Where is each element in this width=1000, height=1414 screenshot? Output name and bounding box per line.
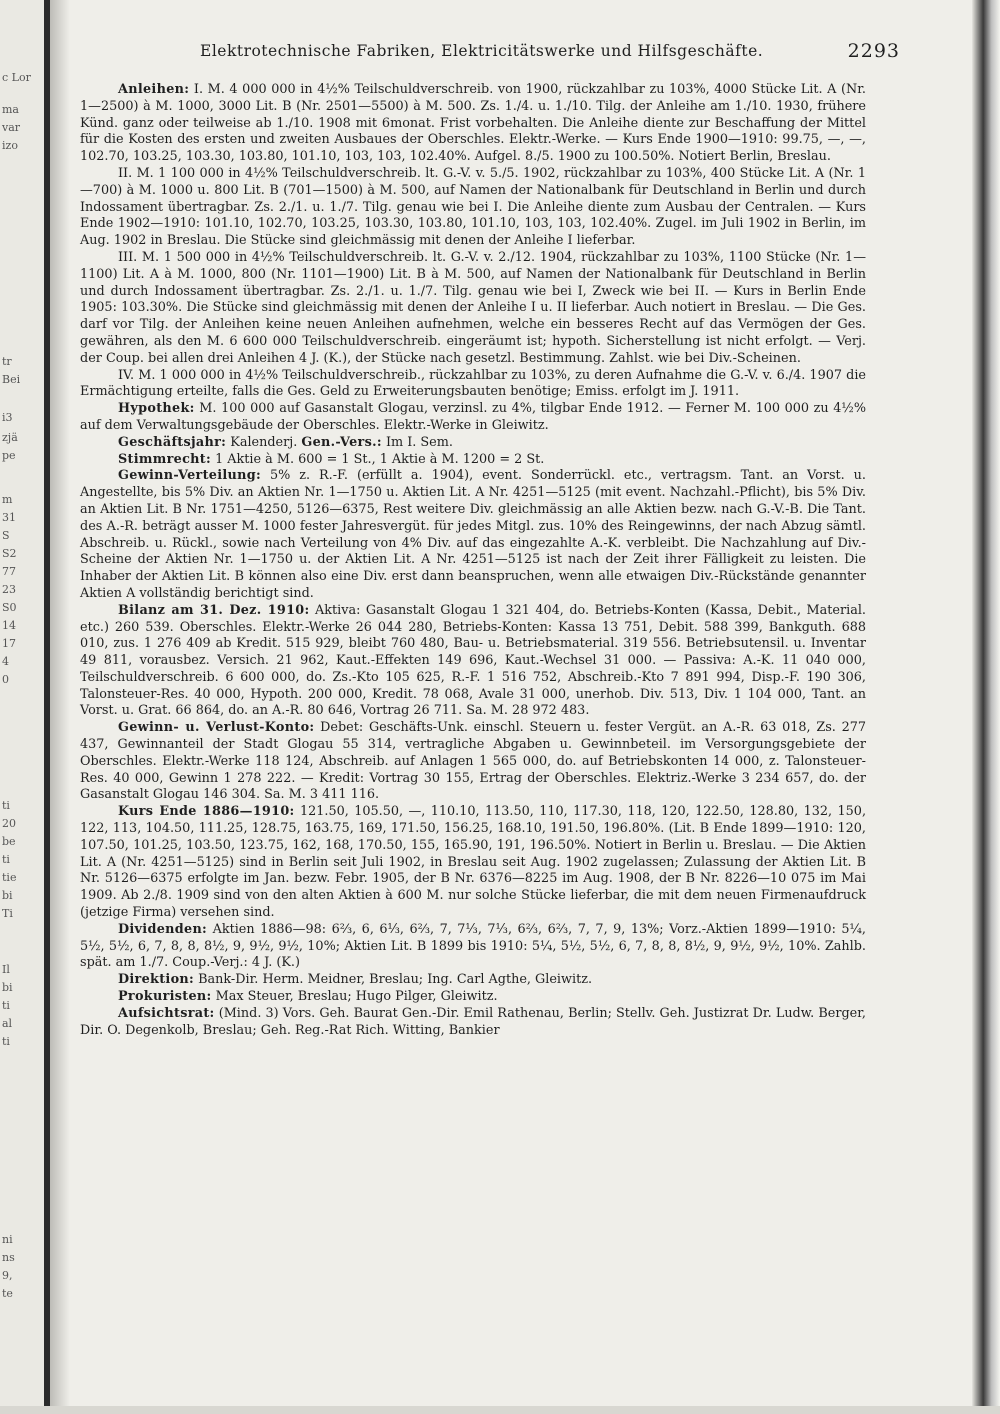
margin-fragment: 4 bbox=[2, 655, 9, 668]
paragraph bbox=[80, 468, 866, 602]
section-label: Stimmrecht: bbox=[118, 451, 212, 467]
margin-fragment: al bbox=[2, 1017, 13, 1030]
page-edge-shadow bbox=[972, 0, 1000, 1414]
section-label: Kurs Ende 1886—1910: bbox=[118, 804, 295, 820]
paragraph bbox=[80, 166, 866, 250]
section-label: Aufsichtsrat: bbox=[118, 1005, 215, 1021]
margin-fragment: 20 bbox=[2, 817, 16, 830]
margin-fragment: var bbox=[2, 121, 21, 134]
margin-fragment: tie bbox=[2, 871, 17, 884]
paragraph bbox=[80, 922, 866, 972]
margin-fragment: ti bbox=[2, 799, 10, 812]
margin-fragment: tr bbox=[2, 355, 12, 368]
gutter-shadow bbox=[50, 0, 70, 1414]
paragraph bbox=[80, 401, 866, 435]
paragraph bbox=[80, 82, 866, 166]
margin-fragment: ma bbox=[2, 103, 19, 116]
paragraph-text: 5% z. R.-F. (erfüllt a. 1904), event. Sonderrückl. etc., vertragsm. Tant. an Vorst. u. Angestellte, bis 5% Div. an Aktien Nr. 1—1750 u. Aktien Lit. A Nr. 4251—5125 (mit event. Nachzahl.-Pflicht), bis 5% Div. an Aktien Lit. B Nr. 1751—4250, 5126—6375, Rest weitere Div. gleichmässig an alle Aktien bezw. nach G.-V.-B. Die Tant. des A.-R. beträgt ausser M. 1000 fester Jahresvergüt. für jedes Mitgl. zus. 10% des Reingewinns, der nach Abzug sämtl. Abschreib. u. Rückl., sowie nach Verteilung von 4% Div. auf das eingezahlte A.-K. verbleibt. Die Nachzahlung auf Div.-Scheine der Aktien Nr. 1—1750 u. der Aktien Lit. A Nr. 4251—5125 ist nach der Zeit ihrer Fälligkeit zu leisten. Die Inhaber der Aktien Lit. B können also eine Div. erst dann beanspruchen, wenn alle etwaigen Div.-Rückstände genannter Aktien A vollständig berichtigt sind. bbox=[80, 468, 866, 601]
margin-fragment: Bei bbox=[2, 373, 21, 386]
margin-fragment: bi bbox=[2, 981, 13, 994]
paragraph-text: 121.50, 105.50, —, 110.10, 113.50, 110, 117.30, 118, 120, 122.50, 128.80, 132, 150, 122, 113, 104.50, 111.25, 128.75, 163.75, 169, 171.50, 156.25, 168.10, 191.50, 196.80%. (Lit. B Ende 1899—1910: 120, 107.50, 101.25, 103.50, 123.75, 162, 168, 170.50, 155, 165.90, 191, 196.50%. Notiert in Berlin u. Breslau. — Die Aktien Lit. A (Nr. 4251—5125) sind in Berlin seit Juli 1902, in Breslau seit Aug. 1902 zugelassen; Zulassung der Aktien Lit. B Nr. 5126—6375 erfolgte im Jan. bezw. Febr. 1905, der B Nr. 6376—8225 im Aug. 1908, der B Nr. 8226—10 075 im Mai 1909. Ab 2./8. 1909 sind von den alten Aktien à 600 M. nur solche Stücke lieferbar, die mit dem neuen Firmenaufdruck (jetzige Firma) versehen sind. bbox=[80, 804, 867, 921]
paragraph bbox=[80, 368, 866, 402]
section-label: Gewinn-Verteilung: bbox=[118, 468, 262, 484]
margin-fragment: be bbox=[2, 835, 16, 848]
section-label: Hypothek: bbox=[118, 401, 195, 417]
margin-fragment: Il bbox=[2, 963, 10, 976]
margin-fragment: c Lor bbox=[2, 71, 31, 84]
section-label: Prokuristen: bbox=[118, 989, 212, 1005]
section-label: Geschäftsjahr: bbox=[118, 434, 227, 450]
margin-fragment: i3 bbox=[2, 411, 13, 424]
margin-fragment: 77 bbox=[2, 565, 16, 578]
margin-fragment: 0 bbox=[2, 673, 9, 686]
paragraph bbox=[80, 804, 866, 922]
paragraph-text: II. M. 1 100 000 in 4½% Teilschuldverschreib. lt. G.-V. v. 5./5. 1902, rückzahlbar zu 103%, 400 Stücke Lit. A (Nr. 1—700) à M. 1000 u. 800 Lit. B (701—1500) à M. 500, auf Namen der Nationalbank für Deutschland in Berlin und durch Indossament übertragbar. Zs. 2./1. u. 1./7. Tilg. genau wie bei I. Die Anleihe diente zum Ausbau der Centralen. — Kurs Ende 1902—1910: 101.10, 102.70, 103.25, 103.30, 103.80, 101.10, 103, 103, 102.40%. Zugel. im Juli 1902 in Berlin, im Aug. 1902 in Breslau. Die Stücke sind gleichmässig mit denen der Anleihe I lieferbar. bbox=[80, 165, 866, 249]
paragraph-text: Bank-Dir. Herm. Meidner, Breslau; Ing. Carl Agthe, Gleiwitz. bbox=[194, 972, 593, 988]
paragraph bbox=[80, 603, 866, 721]
paragraph bbox=[80, 452, 866, 469]
margin-fragment: ti bbox=[2, 853, 10, 866]
margin-fragment: 17 bbox=[2, 637, 16, 650]
margin-fragment: S0 bbox=[2, 601, 17, 614]
paragraph bbox=[80, 250, 866, 368]
margin-fragment: pe bbox=[2, 449, 16, 462]
paragraph-text: Max Steuer, Breslau; Hugo Pilger, Gleiwitz. bbox=[211, 989, 498, 1005]
paragraph-text: (Mind. 3) Vors. Geh. Baurat Gen.-Dir. Emil Rathenau, Berlin; Stellv. Geh. Justizrat Dr. Ludw. Berger, Dir. O. Degenkolb, Breslau; Geh. Reg.-Rat Rich. Witting, Bankier bbox=[80, 1005, 866, 1038]
margin-fragment: ns bbox=[2, 1251, 15, 1264]
paragraph-text: Kalenderj. bbox=[226, 434, 302, 450]
adjacent-page-strip bbox=[0, 0, 44, 1414]
margin-fragment: ti bbox=[2, 1035, 10, 1048]
section-label: Anleihen: bbox=[118, 82, 190, 97]
margin-fragment: bi bbox=[2, 889, 13, 902]
margin-fragment: 31 bbox=[2, 511, 16, 524]
paragraph bbox=[80, 989, 866, 1006]
margin-fragment: S bbox=[2, 529, 10, 542]
running-title: Elektrotechnische Fabriken, Elektricitätswerke und Hilfsgeschäfte. bbox=[200, 42, 764, 60]
margin-fragment: 9, bbox=[2, 1269, 13, 1282]
margin-fragment: 23 bbox=[2, 583, 16, 596]
paragraph-text: IV. M. 1 000 000 in 4½% Teilschuldverschreib., rückzahlbar zu 103%, zu deren Aufnahme die G.-V. v. 6./4. 1907 die Ermächtigung erteilte, falls die Ges. Geld zu Erweiterungsbauten benötige; Emiss. erfolgt im J. 1911. bbox=[80, 367, 866, 400]
paragraph-text: Aktiva: Gasanstalt Glogau 1 321 404, do. Betriebs-Konten (Kassa, Debit., Material. etc.) 260 539. Oberschles. Elektr.-Werke 26 044 280, Betriebs-Konten: Kassa 13 751, Debit. 588 399, Bankguth. 688 010, zus. 1 276 409 ab Kredit. 515 929, bleibt 760 480, Bau- u. Betriebsmaterial. 319 556. Betriebsutensil. u. Inventar 49 811, vorausbez. Versich. 21 962, Kaut.-Effekten 149 696, Kaut.-Wechsel 31 000. — Passiva: A.-K. 11 040 000, Teilschuldverschreib. 6 600 000, do. Zs.-Kto 105 625, R.-F. 1 516 752, Abschreib.-Kto 7 891 994, Disp.-F. 190 306, Talonsteuer-Res. 40 000, Hypoth. 200 000, Kredit. 78 068, Avale 31 000, unerhob. Div. 513, Div. 1 104 000, Tant. an Vorst. u. Grat. 66 864, do. an A.-R. 80 646, Vortrag 26 711. Sa. M. 28 972 483. bbox=[80, 602, 867, 719]
document-body bbox=[80, 82, 866, 1039]
paragraph-text: Debet: Geschäfts-Unk. einschl. Steuern u. fester Vergüt. an A.-R. 63 018, Zs. 277 437, Gewinnanteil der Stadt Glogau 55 314, vertragliche Abgaben u. Gewinnbeteil. im Versorgungsgebiete der Oberschles. Elektr.-Werke 118 124, Abschreib. auf Anlagen 1 565 000, do. auf Betriebskonten 14 000, z. Talonsteuer-Res. 40 000, Gewinn 1 278 222. — Kredit: Vortrag 30 155, Ertrag der Oberschles. Elektriz.-Werke 3 234 657, do. der Gasanstalt Glogau 146 304. Sa. M. 3 411 116. bbox=[80, 720, 866, 803]
margin-fragment: 14 bbox=[2, 619, 16, 632]
margin-fragment: Ti bbox=[2, 907, 13, 920]
page-header bbox=[200, 42, 900, 66]
paragraph-text: I. M. 4 000 000 in 4½% Teilschuldverschreib. von 1900, rückzahlbar zu 103%, 4000 Stücke Lit. A (Nr. 1—2500) à M. 1000, 3000 Lit. B (Nr. 2501—5500) à M. 500. Zs. 1./4. u. 1./10. Tilg. der Anleihe am 1./10. 1930, frühere Künd. ganz oder teilweise ab 1./10. 1908 mit 6monat. Frist vorbehalten. Die Anleihe diente zur Beschaffung der Mittel für die Kosten des ersten und zweiten Ausbaues der Oberschles. Elektr.-Werke. — Kurs Ende 1900—1910: 99.75, —, —, 102.70, 103.25, 103.30, 103.80, 101.10, 103, 103, 102.40%. Aufgel. 8./5. 1900 zu 100.50%. Notiert Berlin, Breslau. bbox=[80, 82, 866, 165]
paragraph-text: Aktien 1886—98: 6⅔, 6, 6⅓, 6⅔, 7, 7⅓, 7⅓, 6⅔, 6⅔, 7, 7, 9, 13%; Vorz.-Aktien 1899—1910: 5¼, 5½, 5½, 6, 7, 8, 8, 8½, 9, 9½, 9½, 10%; Aktien Lit. B 1899 bis 1910: 5¼, 5½, 5½, 6, 7, 8, 8, 8½, 9, 9½, 9½, 10%. Zahlb. spät. am 1./7. Coup.-Verj.: 4 J. (K.) bbox=[80, 921, 866, 971]
section-label: Gen.-Vers.: bbox=[301, 434, 382, 450]
section-label: Dividenden: bbox=[118, 921, 208, 937]
page-number: 2293 bbox=[847, 40, 900, 62]
margin-fragment: ni bbox=[2, 1233, 13, 1246]
paragraph bbox=[80, 435, 866, 452]
margin-fragment: izo bbox=[2, 139, 18, 152]
paragraph-text: III. M. 1 500 000 in 4½% Teilschuldverschreib. lt. G.-V. v. 2./12. 1904, rückzahlbar zu 103%, 1100 Stücke (Nr. 1—1100) Lit. A à M. 1000, 800 (Nr. 1101—1900) Lit. B à M. 500, auf Namen der Nationalbank für Deutschland in Berlin und durch Indossament übertragbar. Zs. 2./1. u. 1./7. Tilg. genau wie bei I, Zweck wie bei II. — Kurs in Berlin Ende 1905: 103.30%. Die Stücke sind gleichmässig mit denen der Anleihe I u. II lieferbar. Auch notiert in Breslau. — Die Ges. darf vor Tilg. der Anleihen keine neuen Anleihen aufnehmen, welche ein besseres Recht auf das Vermögen der Ges. gewähren, als den M. 6 600 000 Teilschuldverschreib. eingeräumt ist; hypoth. Sicherstellung ist nicht erfolgt. — Verj. der Coup. bei allen drei Anleihen 4 J. (K.), der Stücke nach gesetzl. Bestimmung. Zahlst. wie bei Div.-Scheinen. bbox=[80, 249, 866, 366]
paragraph-text: M. 100 000 auf Gasanstalt Glogau, verzinsl. zu 4%, tilgbar Ende 1912. — Ferner M. 100 000 zu 4½% auf dem Verwaltungsgebäude der Oberschles. Elektr.-Werke in Gleiwitz. bbox=[80, 401, 866, 433]
paragraph bbox=[80, 972, 866, 989]
margin-fragment: zjä bbox=[2, 431, 18, 444]
margin-fragment: te bbox=[2, 1287, 13, 1300]
paragraph-text: 1 Aktie à M. 600 = 1 St., 1 Aktie à M. 1200 = 2 St. bbox=[211, 451, 545, 467]
paragraph-text: Im I. Sem. bbox=[381, 434, 453, 450]
paragraph bbox=[80, 1006, 866, 1040]
section-label: Direktion: bbox=[118, 972, 195, 988]
margin-fragment: ti bbox=[2, 999, 10, 1012]
section-label: Gewinn- u. Verlust-Konto: bbox=[118, 720, 315, 736]
paragraph bbox=[80, 720, 866, 804]
margin-fragment: S2 bbox=[2, 547, 17, 560]
margin-fragment: m bbox=[2, 493, 13, 506]
section-label: Bilanz am 31. Dez. 1910: bbox=[118, 602, 310, 618]
bottom-edge bbox=[0, 1406, 1000, 1414]
